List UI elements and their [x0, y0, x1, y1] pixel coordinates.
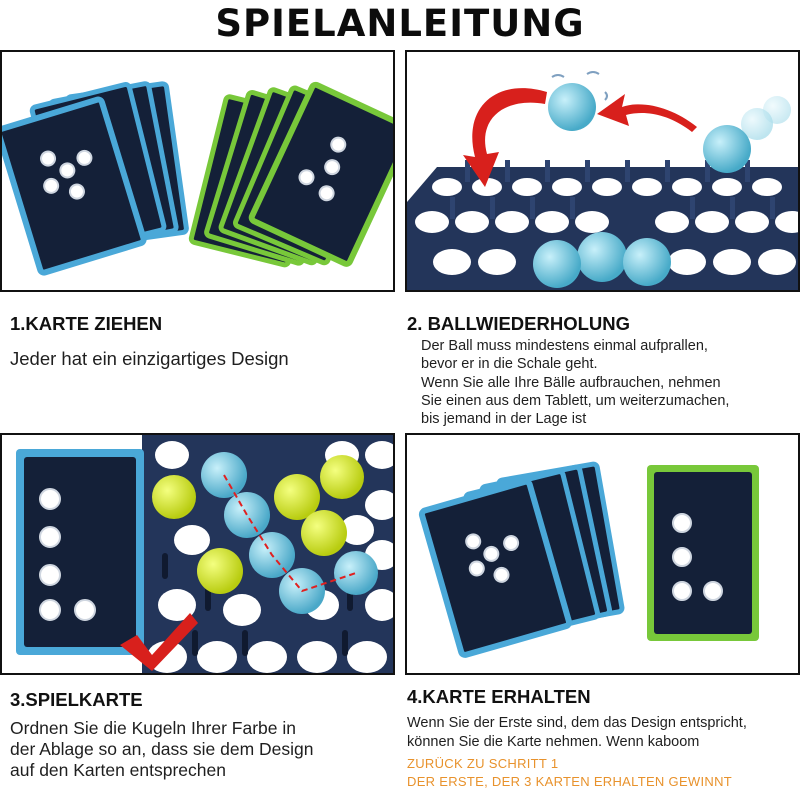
step-3-illustration: [0, 433, 395, 675]
step-3-heading: 3.SPIELKARTE: [10, 689, 143, 710]
blue-card-deck: [2, 83, 187, 274]
step-2-heading: 2. BALLWIEDERHOLUNG: [407, 313, 631, 334]
ball-tray: [407, 160, 798, 290]
page-title: SPIELANLEITUNG: [215, 2, 585, 45]
step-1-heading: 1.KARTE ZIEHEN: [10, 313, 163, 334]
step-1-illustration: [0, 50, 395, 292]
step-3-description: Ordnen Sie die Kugeln Ihrer Farbe in der Ablage so an, dass sie dem Design auf den Karten entsprechen: [10, 718, 314, 780]
step-1-description: Jeder hat ein einzigartiges Design: [10, 348, 289, 369]
step-2-description: Der Ball muss mindestens einmal aufprallen, bevor er in die Schale geht. Wenn Sie alle Ihre Bälle aufbrauchen, nehmen Sie einen aus dem Tablett, um weiterzumachen, bis jemand in der Lage ist: [421, 338, 730, 428]
green-card: [647, 465, 759, 641]
step-4-illustration: [405, 433, 800, 675]
step-4-win-note: ZURÜCK ZU SCHRITT 1 DER ERSTE, DER 3 KARTEN ERHALTEN GEWINNT: [407, 756, 733, 789]
green-card-deck: [190, 84, 393, 266]
step-4-description: Wenn Sie der Erste sind, dem das Design entspricht, können Sie die Karte nehmen. Wenn kaboom: [407, 715, 747, 750]
blue-card-deck: [421, 463, 623, 655]
ball-icon: [703, 125, 751, 173]
step-2-illustration: [405, 50, 800, 292]
step-4-heading: 4.KARTE ERHALTEN: [407, 686, 591, 707]
ball-icon: [548, 83, 596, 131]
pattern-card: [16, 449, 144, 655]
